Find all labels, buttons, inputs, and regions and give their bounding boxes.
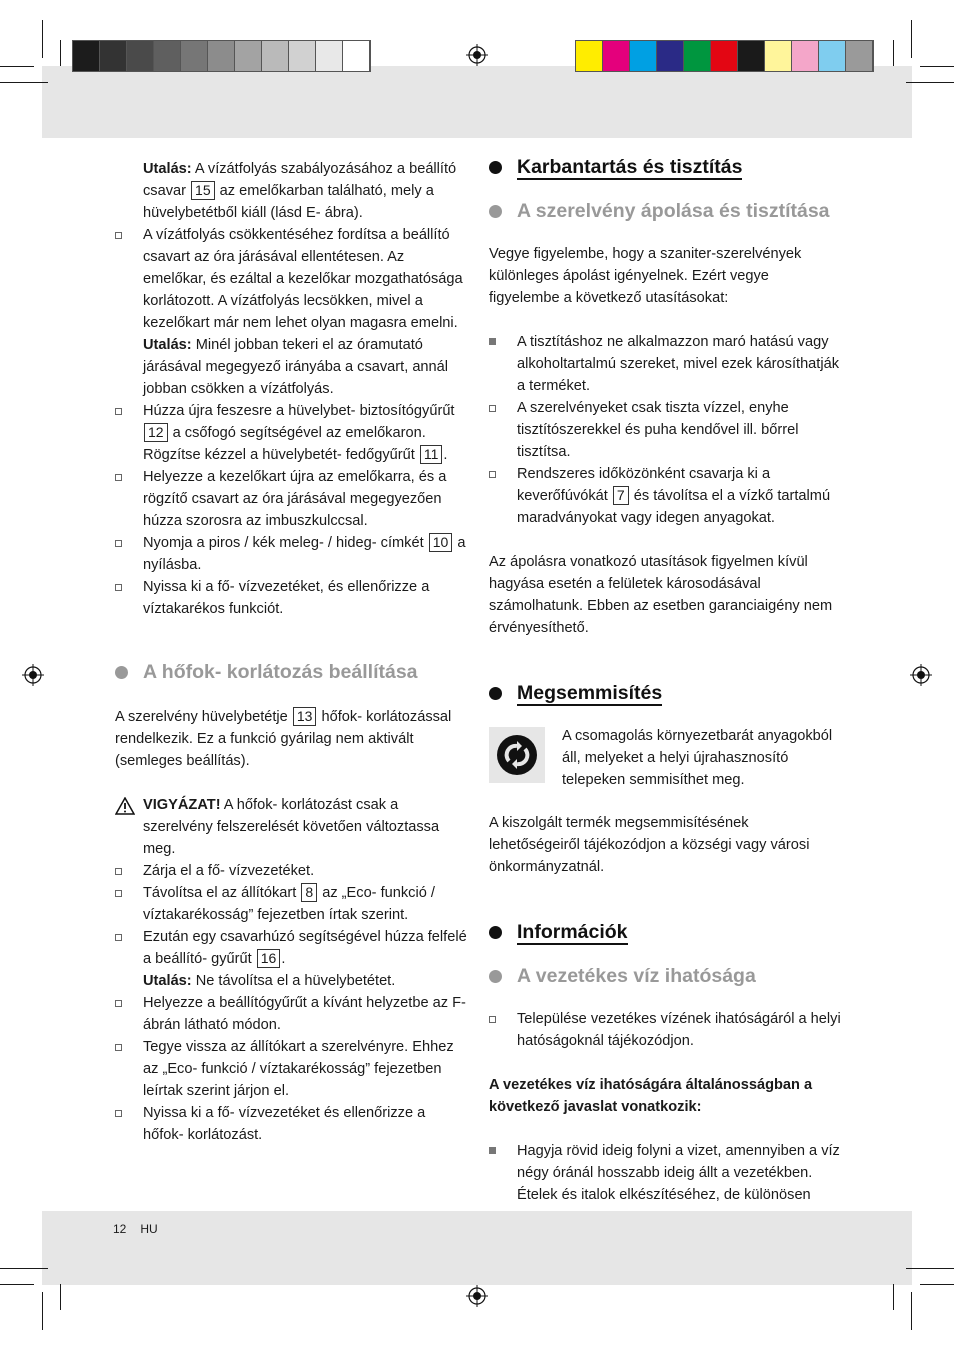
list-item: Ezután egy csavarhúzó segítségével húzza felfelé a beállító- gyűrűt 16 . [115,926,467,970]
list-item: Távolítsa el az állítókart 8 az „Eco- funkció / víztakarékosság” fejezetben írtak szerint. [115,882,467,926]
checkbox-bullet-icon [115,868,122,875]
list-item: Tegye vissza az állítókart a szerelvényre. Ehhez az „Eco- funkció / víztakarékosság” fejezetben leírtak szerint járjon el. [115,1036,467,1102]
section-heading: Karbantartás és tisztítás [489,155,841,179]
crop-mark [911,20,912,58]
bold-paragraph: A vezetékes víz ihatóságára általánosságban a következő javaslat vonatkozik: [489,1077,813,1115]
paragraph: A szerelvény hüvelybetétje 13 hőfok- korlátozással rendelkezik. Ez a funkció gyárilag nem aktivált (semleges beállítás). [115,708,452,769]
ref-box: 10 [429,533,453,552]
checkbox-bullet-icon [115,232,122,239]
list-item: Helyezze a beállítógyűrűt a kívánt helyzetbe az F- ábrán látható módon. [115,992,467,1036]
color-swatch [711,41,738,71]
paragraph: A kiszolgált termék megsemmisítésének lehetőségeiről tájékozódjon a községi vagy városi önkormányzatnál. [489,815,810,875]
section-heading: Információk [489,920,841,944]
list-item: Nyissa ki a fő- vízvezetéket, és ellenőrizze a víztakarékos funkciót. [115,576,467,620]
bullet-dot-icon [489,926,502,939]
list-item: Nyissa ki a fő- vízvezetéket és ellenőrizze a hőfok- korlátozást. [115,1102,467,1146]
paragraph: A csomagolás környezetbarát anyagokból áll, melyeket a helyi újrahasznosító telepeken semmisíthet meg. [562,728,833,788]
color-bar [575,40,874,72]
gray-color-bar [72,40,371,72]
square-bullet-icon [489,338,496,345]
bullet-dot-icon [489,161,502,174]
color-swatch [603,41,630,71]
list-item: A tisztításhoz ne alkalmazzon maró hatású vagy alkoholtartalmú szereket, mivel ezek károsíthatják a terméket. [489,331,841,397]
crop-mark [42,20,43,58]
ref-box: 16 [257,949,281,968]
color-swatch [289,41,316,71]
checkbox-bullet-icon [115,408,122,415]
crop-mark [920,66,954,67]
bottom-band [42,1211,912,1285]
crop-mark [0,82,48,83]
checkbox-bullet-icon [489,1016,496,1023]
checkbox-bullet-icon [115,934,122,941]
crop-mark [0,1268,48,1269]
bullet-dot-icon [489,970,502,983]
color-swatch [235,41,262,71]
green-dot-recycle-icon [489,727,545,783]
list-item: Hagyja rövid ideig folyni a vizet, amennyiben a víz négy óránál hosszabb ideig állt a vezetékben. Ételek és italok elkészítéséhez, de különösen [489,1140,841,1206]
square-bullet-icon [489,1147,496,1154]
left-column [115,158,467,1146]
subsection-heading: A vezetékes víz ihatósága [489,964,841,988]
checkbox-bullet-icon [115,584,122,591]
color-swatch [127,41,154,71]
note: Utalás: Ne távolítsa el a hüvelybetétet. [143,973,396,989]
ref-box: 15 [191,181,215,200]
list-item: Helyezze a kezelőkart újra az emelőkarra, és a rögzítő csavart az óra járásával megegyezően húzza szorosra az imbuszkulccsal. [115,466,467,532]
list-item: Zárja el a fő- vízvezetéket. [115,860,467,882]
bullet-dot-icon [489,205,502,218]
color-swatch [262,41,289,71]
ref-box: 13 [293,707,317,726]
ref-box: 11 [420,445,443,464]
recycle-logo [489,727,545,783]
crop-mark [42,1292,43,1330]
checkbox-bullet-icon [489,405,496,412]
page-number: 12 [113,1222,127,1236]
list-item: Nyomja a piros / kék meleg- / hideg- címkét 10 a nyílásba. [115,532,467,576]
ref-box: 12 [144,423,168,442]
list-item: A vízátfolyás csökkentéséhez fordítsa a beállító csavart az óra járásával ellentétesen. Az emelőkar, és ezáltal a kezelőkar mozgathatósága korlátozott. A vízátfolyás lecsökken, mivel a kezelőkart már nem lehet olyan magasra emelni. [115,224,467,334]
recycle-block [489,725,841,791]
checkbox-bullet-icon [115,1000,122,1007]
crop-mark [920,1284,954,1285]
color-swatch [576,41,603,71]
color-swatch [181,41,208,71]
language-code: HU [140,1222,158,1236]
crop-mark [60,40,61,66]
ref-box: 8 [301,883,317,902]
list-item: Húzza újra feszesre a hüvelybet- biztosítógyűrűt 12 a csőfogó segítségével az emelőkaron. Rögzítse kézzel a hüvelybetét- fedőgyűrűt 11 . [115,400,467,466]
color-swatch [657,41,684,71]
registration-mark-icon [910,664,932,686]
registration-mark-icon [466,44,488,66]
note: Utalás: Minél jobban tekeri el az óramutató járásával megegyező irányába a csavart, annál jobban csökken a vízátfolyás. [143,337,449,397]
color-swatch [316,41,343,71]
bullet-dot-icon [489,687,502,700]
checkbox-bullet-icon [489,471,496,478]
checkbox-bullet-icon [115,1044,122,1051]
crop-mark [0,1284,34,1285]
paragraph: Az ápolásra vonatkozó utasítások figyelmen kívül hagyása esetén a felületek károsodásával számolhatunk. Ebben az esetben garanciaigény nem érvényesíthető. [489,554,833,636]
color-swatch [343,41,370,71]
checkbox-bullet-icon [115,890,122,897]
list-item: Települése vezetékes vízének ihatóságáról a helyi hatóságoknál tájékozódjon. [489,1008,841,1052]
color-swatch [765,41,792,71]
color-swatch [100,41,127,71]
intro-note: Utalás: A vízátfolyás szabályozásához a beállító csavar 15 az emelőkarban található, mely a hüvelybetétből kiáll (lásd E- ábra). [143,161,457,221]
color-swatch [846,41,873,71]
section-heading: A hőfok- korlátozás beállítása [115,660,467,684]
crop-mark [60,1284,61,1310]
checkbox-bullet-icon [115,474,122,481]
checkbox-bullet-icon [115,540,122,547]
section-heading: Megsemmisítés [489,681,841,705]
color-swatch [630,41,657,71]
color-swatch [73,41,100,71]
color-swatch [684,41,711,71]
right-column [489,155,841,1206]
warning-triangle-icon [115,797,135,815]
color-swatch [819,41,846,71]
list-item: Rendszeres időközönként csavarja ki a keverőfúvókát 7 és távolítsa el a vízkő tartalmú maradványokat vagy idegen anyagokat. [489,463,841,529]
crop-mark [0,66,34,67]
top-band [42,66,912,138]
ref-box: 7 [613,486,629,505]
color-swatch [154,41,181,71]
paragraph: Vegye figyelembe, hogy a szaniter-szerelvények különleges ápolást igényelnek. Ezért vegye figyelembe a következő utasításokat: [489,246,802,306]
registration-mark-icon [22,664,44,686]
warning: VIGYÁZAT! A hőfok- korlátozást csak a szerelvény felszerelését követően változtassa meg. [115,794,467,860]
bullet-dot-icon [115,666,128,679]
crop-mark [893,1284,894,1310]
color-swatch [208,41,235,71]
checkbox-bullet-icon [115,1110,122,1117]
crop-mark [893,40,894,66]
list-item: A szerelvényeket csak tiszta vízzel, enyhe tisztítószerekkel és puha kendővel ill. bőrrel tisztítsa. [489,397,841,463]
registration-mark-icon [466,1285,488,1307]
color-swatch [792,41,819,71]
crop-mark [906,82,954,83]
crop-mark [906,1268,954,1269]
page-footer [113,1222,172,1236]
subsection-heading: A szerelvény ápolása és tisztítása [489,199,841,223]
crop-mark [911,1292,912,1330]
color-swatch [738,41,765,71]
